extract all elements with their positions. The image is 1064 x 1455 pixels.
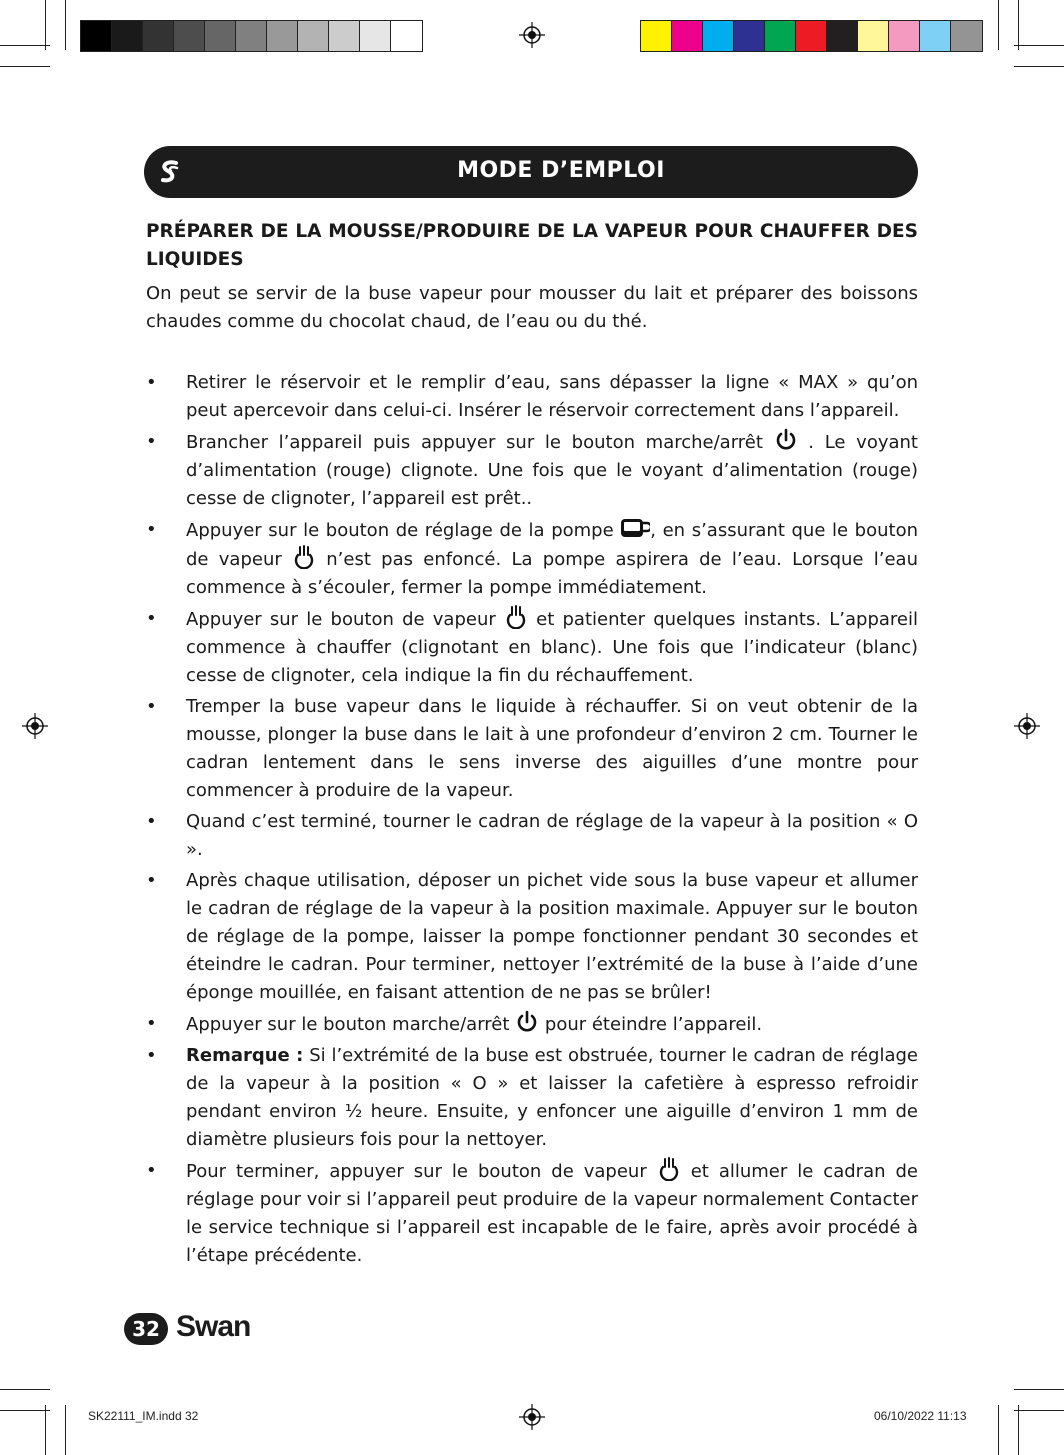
- color-swatch: [765, 21, 796, 51]
- color-swatch: [298, 21, 329, 51]
- color-swatch: [267, 21, 298, 51]
- grey-calibration-bar: [80, 20, 423, 52]
- list-item: [146, 1157, 918, 1270]
- list-item-text: Appuyer sur le bouton marche/arrêt: [186, 1014, 516, 1035]
- crop-mark: [0, 66, 50, 67]
- list-item-text: Tremper la buse vapeur dans le liquide à réchauffer. Si on veut obtenir de la mousse, plonger la buse dans le lait à une profondeur d’environ 2 cm. Tourner le cadran lentement dans le sens inverse des aiguilles d’une montre pour commencer à produire de la vapeur.: [186, 696, 918, 801]
- section-title: PRÉPARER DE LA MOUSSE/PRODUIRE DE LA VAPEUR POUR CHAUFFER DES LIQUIDES: [146, 221, 918, 270]
- list-item: [146, 516, 918, 602]
- file-slug: SK22111_IM.indd 32: [88, 1409, 199, 1423]
- color-swatch: [827, 21, 858, 51]
- pump-icon: [620, 516, 650, 540]
- power-icon: [774, 428, 798, 452]
- color-swatch: [734, 21, 765, 51]
- color-swatch: [672, 21, 703, 51]
- crop-mark: [1014, 66, 1064, 67]
- registration-mark-icon: [22, 713, 48, 739]
- list-item-text: Pour terminer, appuyer sur le bouton de vapeur: [186, 1161, 657, 1182]
- power-icon: [515, 1010, 539, 1034]
- bullet: •: [146, 1045, 157, 1066]
- crop-mark: [45, 0, 46, 50]
- brand-logo: Swan: [176, 1310, 251, 1343]
- list-item-text: Retirer le réservoir et le remplir d’eau, sans dépasser la ligne « MAX » qu’on peut apercevoir dans celui-ci. Insérer le réservoir correctement dans l’appareil.: [186, 372, 918, 421]
- color-swatch: [81, 21, 112, 51]
- crop-mark: [65, 1405, 66, 1455]
- color-swatch: [143, 21, 174, 51]
- color-swatch: [796, 21, 827, 51]
- color-swatch: [703, 21, 734, 51]
- list-item-text: . Le voyant d’alimentation (rouge) clignote. Une fois que le voyant d’alimentation (rouge) cesse de clignoter, l’appareil est prêt..: [186, 432, 918, 509]
- color-swatch: [951, 21, 982, 51]
- list-item: [146, 605, 918, 690]
- color-swatch: [112, 21, 143, 51]
- crop-mark: [0, 1389, 50, 1390]
- list-item-text: et allumer le cadran de réglage pour voir si l’appareil peut produire de la vapeur normalement Contacter le service technique si l’appareil est incapable de le faire, après avoir procédé à l’étape précédente.: [186, 1161, 918, 1266]
- list-item-text: Quand c’est terminé, tourner le cadran de réglage de la vapeur à la position « O ».: [186, 811, 918, 860]
- crop-mark: [0, 45, 50, 46]
- registration-mark-icon: [519, 22, 545, 48]
- steam-icon: [292, 545, 316, 569]
- section-header-bar: [144, 146, 918, 198]
- page-title: MODE D’EMPLOI: [457, 158, 665, 183]
- crop-mark: [1018, 0, 1019, 50]
- registration-mark-icon: [1014, 713, 1040, 739]
- color-swatch: [858, 21, 889, 51]
- color-swatch: [174, 21, 205, 51]
- crop-mark: [45, 1405, 46, 1455]
- list-item-text: et patienter quelques instants. L’appareil commence à chauffer (clignotant en blanc). Une fois que l’indicateur (blanc) cesse de clignoter, cela indique la fin du réchauffement.: [186, 609, 918, 686]
- list-item: [146, 428, 918, 513]
- color-swatch: [391, 21, 422, 51]
- crop-mark: [1014, 1410, 1064, 1411]
- list-item-text: Brancher l’appareil puis appuyer sur le bouton marche/arrêt: [186, 432, 774, 453]
- color-swatch: [329, 21, 360, 51]
- color-swatch: [236, 21, 267, 51]
- bullet: •: [146, 519, 157, 540]
- crop-mark: [65, 0, 66, 50]
- intro-paragraph: On peut se servir de la buse vapeur pour mousser du lait et préparer des boissons chaudes comme du chocolat chaud, de l’eau ou du thé.: [146, 283, 918, 332]
- list-item-text: n’est pas enfoncé. La pompe aspirera de l’eau. Lorsque l’eau commence à s’écouler, fermer la pompe immédiatement.: [186, 549, 918, 598]
- steam-icon: [504, 605, 528, 629]
- list-item-text: Si l’extrémité de la buse est obstruée, tourner le cadran de réglage de la vapeur à la position « O » et laisser la cafetière à espresso refroidir pendant environ ½ heure. Ensuite, y enfoncer une aiguille d’environ 1 mm de diamètre plusieurs fois pour la nettoyer.: [186, 1045, 918, 1150]
- color-swatch: [889, 21, 920, 51]
- bullet: •: [146, 431, 157, 452]
- list-item: [146, 1010, 918, 1039]
- bullet: •: [146, 811, 157, 832]
- bullet: •: [146, 696, 157, 717]
- color-swatch: [205, 21, 236, 51]
- instruction-list: [146, 369, 918, 1273]
- crop-mark: [1014, 45, 1064, 46]
- list-item: [146, 1042, 918, 1154]
- list-item: [146, 369, 918, 425]
- registration-mark-icon: [519, 1404, 545, 1430]
- steam-icon: [657, 1157, 681, 1181]
- color-swatch: [920, 21, 951, 51]
- date-slug: 06/10/2022 11:13: [874, 1409, 967, 1423]
- bullet: •: [146, 1013, 157, 1034]
- bullet: •: [146, 870, 157, 891]
- crop-mark: [1014, 1389, 1064, 1390]
- color-calibration-bar: [640, 20, 983, 52]
- bullet: •: [146, 608, 157, 629]
- list-item-text: pour éteindre l’appareil.: [539, 1014, 763, 1035]
- color-swatch: [641, 21, 672, 51]
- color-swatch: [360, 21, 391, 51]
- bullet: •: [146, 372, 157, 393]
- crop-mark: [1018, 1405, 1019, 1455]
- list-item-text: , en s’assurant que le bouton de vapeur: [186, 520, 919, 570]
- list-item-text: Appuyer sur le bouton de réglage de la pompe: [186, 520, 621, 541]
- page-number: 32: [124, 1313, 168, 1345]
- crop-mark: [998, 0, 999, 50]
- list-item-text: Après chaque utilisation, déposer un pichet vide sous la buse vapeur et allumer le cadran de réglage de la vapeur à la position maximale. Appuyer sur le bouton de réglage de la pompe, laisser la pompe fonctionner pendant 30 secondes et éteindre le cadran. Pour terminer, nettoyer l’extrémité de la buse à l’aide d’une éponge mouillée, en faisant attention de ne pas se brûler!: [186, 870, 918, 1003]
- remark-label: Remarque :: [186, 1045, 304, 1066]
- list-item: [146, 808, 918, 864]
- list-item-text: Appuyer sur le bouton de vapeur: [186, 609, 504, 630]
- list-item: [146, 693, 918, 805]
- crop-mark: [998, 1405, 999, 1455]
- list-item: [146, 867, 918, 1007]
- crop-mark: [0, 1410, 50, 1411]
- bullet: •: [146, 1160, 157, 1181]
